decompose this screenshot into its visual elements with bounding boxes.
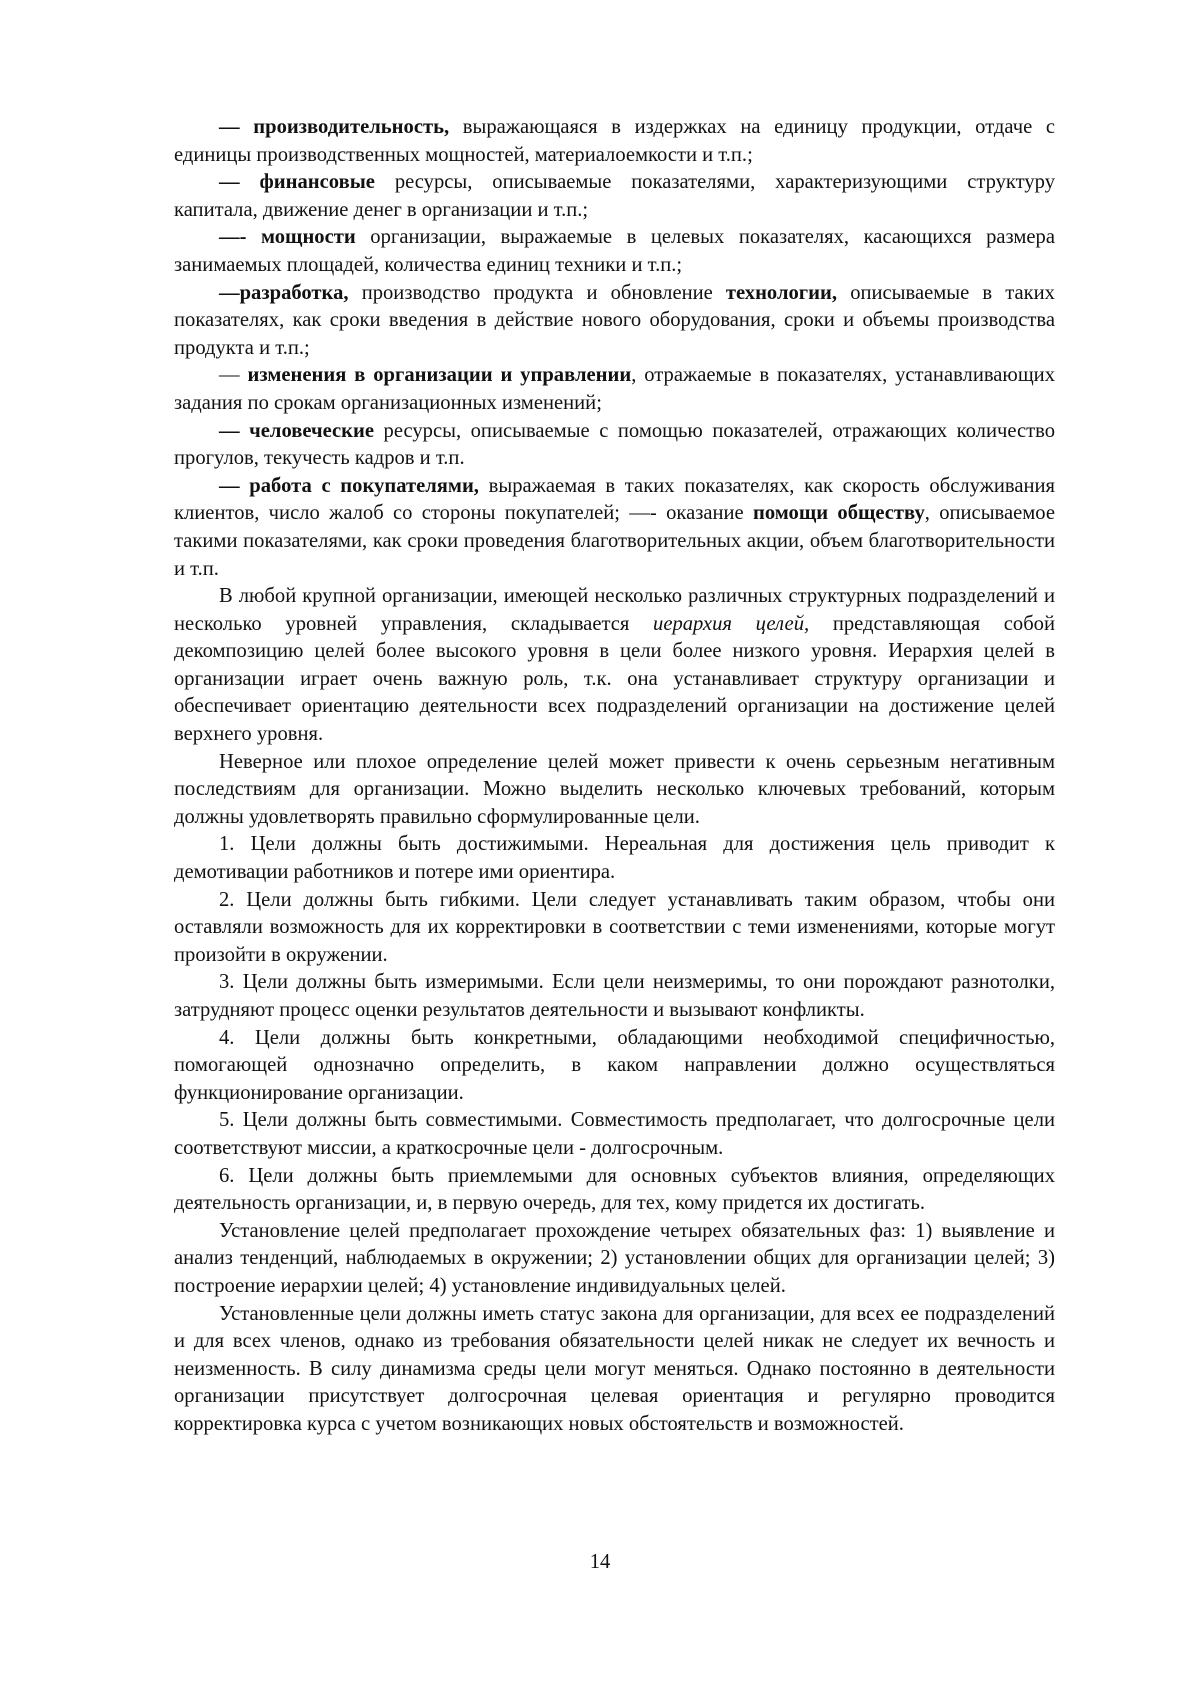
dash: — bbox=[219, 474, 250, 497]
dash: — bbox=[219, 171, 260, 194]
term: мощности bbox=[261, 226, 356, 249]
bold-term bbox=[219, 116, 449, 138]
term: производительность, bbox=[253, 116, 450, 138]
term: работа с покупателями, bbox=[249, 474, 479, 497]
term: разработка, bbox=[239, 281, 349, 304]
italic-term: иерархия целей, bbox=[653, 612, 810, 635]
bold-term bbox=[219, 420, 374, 442]
item-text: ресурсы, описываемые показателями, характеризующими структуру капитала, движение денег в организации и т.п.; bbox=[174, 171, 1055, 221]
requirements-intro: Неверное или плохое определение целей может привести к очень серьезным негативным последствиям для организации. Можно выделить несколько ключевых требований, которым должны удовлетворять правильно сформулированные цели. bbox=[174, 750, 1055, 828]
list-item-capacity bbox=[174, 224, 1055, 279]
requirement-item: 1. Цели должны быть достижимыми. Нереальная для достижения цель приводит к демотивации работников и потере ими ориентира. bbox=[174, 833, 1055, 884]
bold-term: помощи обществу bbox=[753, 502, 925, 525]
final-paragraph: Установленные цели должны иметь статус закона для организации, для всех ее подразделений и для всех членов, однако из требования обязательности целей никак не следует их вечность и неизменность. В силу динамизма среды цели могут меняться. Однако постоянно в деятельности организации присутствует долгосрочная целевая ориентация и регулярно проводится корректировка курса с учетом возникающих новых обстоятельств и возможностей. bbox=[174, 1302, 1055, 1435]
list-item-customers bbox=[174, 473, 1055, 583]
list-item-changes bbox=[174, 362, 1055, 417]
requirement-item: 2. Цели должны быть гибкими. Цели следует устанавливать таким образом, чтобы они оставляли возможность для их корректировки в соответствии с теми изменениями, которые могут произойти в окружении. bbox=[174, 888, 1055, 966]
dash: — bbox=[219, 116, 254, 138]
item-text: выражаемая в таких показателях, как скорость обслуживания клиентов, число жалоб со стороны покупателей; —- оказание bbox=[174, 474, 1055, 525]
dash: — bbox=[219, 364, 248, 387]
bold-term: технологии, bbox=[725, 281, 838, 304]
paragraph-text: представляющая собой декомпозицию целей более высокого уровня в цели более низкого уровня. Иерархия целей в организации играет очень важную роль, т.к. она устанавливает структуру организации и обеспечивает ориентацию деятельности всех подразделений организации на достижение целей верхнего уровня. bbox=[174, 612, 1055, 746]
dash: — bbox=[219, 419, 250, 442]
dash: —- bbox=[219, 226, 261, 249]
requirement-item: 4. Цели должны быть конкретными, обладающими необходимой специфичностью, помогающей однозначно определить, в каком направлении должно осуществляться функционирование организации. bbox=[174, 1026, 1055, 1104]
term: финансовые bbox=[259, 171, 375, 194]
item-text: описываемые в таких показателях, как сроки введения в действие нового оборудования, сроки и объемы производства продукта и т.п.; bbox=[174, 281, 1055, 359]
item-text: производство продукта и обновление bbox=[348, 281, 726, 304]
phases-paragraph: Установление целей предполагает прохождение четырех обязательных фаз: 1) выявление и анализ тенденций, наблюдаемых в окружении; 2) установлении общих для организации целей; 3) построение иерархии целей; 4) установление индивидуальных целей. bbox=[174, 1219, 1055, 1297]
requirement-item: 3. Цели должны быть измеримыми. Если цели неизмеримы, то они порождают разнотолки, затрудняют процесс оценки результатов деятельности и вызывают конфликты. bbox=[174, 971, 1055, 1021]
item-text: , отражаемые в показателях, устанавливающих задания по срокам организационных изменений; bbox=[174, 364, 1055, 414]
requirement-item: 6. Цели должны быть приемлемыми для основных субъектов влияния, определяющих деятельность организации, и, в первую очередь, для тех, кому придется их достигать. bbox=[174, 1164, 1055, 1215]
item-text: организации, выражаемые в целевых показателях, касающихся размера занимаемых площадей, количества единиц техники и т.п.; bbox=[174, 226, 1055, 276]
bold-term: изменения в организации и управлении bbox=[247, 364, 632, 387]
term: человеческие bbox=[249, 419, 375, 442]
bold-term bbox=[219, 171, 375, 193]
list-item-development bbox=[174, 280, 1055, 363]
document-page bbox=[174, 114, 1055, 1439]
requirement-item: 5. Цели должны быть совместимыми. Совместимость предполагает, что долгосрочные цели соответствуют миссии, а краткосрочные цели - долгосрочным. bbox=[174, 1109, 1055, 1159]
item-text: , описываемое такими показателями, как сроки проведения благотворительных акции, объем благотворительности и т.п. bbox=[174, 502, 1055, 580]
item-text: выражающаяся в издержках на единицу продукции, отдаче с единицы производственных мощностей, материалоемкости и т.п.; bbox=[174, 116, 1056, 166]
item-text: ресурсы, описываемые с помощью показателей, отражающих количество прогулов, текучесть кадров и т.п. bbox=[174, 419, 1055, 470]
list-item-productivity bbox=[174, 114, 1055, 169]
list-item-human bbox=[174, 418, 1055, 473]
paragraph-text: В любой крупной организации, имеющей несколько различных структурных подразделений и несколько уровней управления, складывается bbox=[174, 585, 1055, 635]
page-number: 14 bbox=[589, 1551, 611, 1573]
hierarchy-paragraph bbox=[174, 583, 1055, 749]
bold-term bbox=[219, 475, 479, 497]
dash: — bbox=[219, 281, 240, 304]
list-item-finance bbox=[174, 169, 1055, 224]
bold-term bbox=[219, 226, 356, 248]
bold-term bbox=[219, 282, 349, 304]
